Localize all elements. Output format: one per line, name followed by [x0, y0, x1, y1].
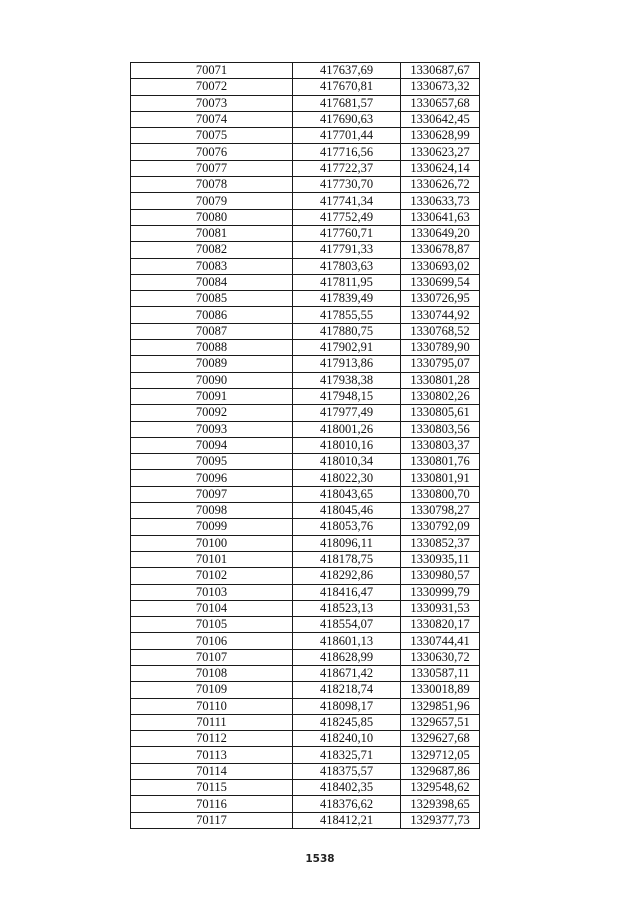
- point-id-cell: 70116: [131, 796, 293, 812]
- x-coordinate-cell: 417722,37: [293, 160, 401, 176]
- x-coordinate-cell: 417760,71: [293, 225, 401, 241]
- point-id-cell: 70087: [131, 323, 293, 339]
- table-row: [131, 258, 480, 274]
- point-id-cell: 70100: [131, 535, 293, 551]
- x-coordinate-cell: 418628,99: [293, 649, 401, 665]
- y-coordinate-cell: 1330980,57: [401, 568, 480, 584]
- point-id-cell: 70106: [131, 633, 293, 649]
- y-coordinate-cell: 1330673,32: [401, 79, 480, 95]
- point-id-cell: 70084: [131, 274, 293, 290]
- table-row: [131, 405, 480, 421]
- y-coordinate-cell: 1329851,96: [401, 698, 480, 714]
- y-coordinate-cell: 1330801,76: [401, 454, 480, 470]
- x-coordinate-cell: 418240,10: [293, 731, 401, 747]
- point-id-cell: 70079: [131, 193, 293, 209]
- y-coordinate-cell: 1330798,27: [401, 503, 480, 519]
- point-id-cell: 70073: [131, 95, 293, 111]
- x-coordinate-cell: 417811,95: [293, 274, 401, 290]
- table-row: [131, 225, 480, 241]
- table-row: [131, 812, 480, 828]
- table-row: [131, 633, 480, 649]
- table-row: [131, 177, 480, 193]
- x-coordinate-cell: 418010,34: [293, 454, 401, 470]
- y-coordinate-cell: 1330641,63: [401, 209, 480, 225]
- y-coordinate-cell: 1330649,20: [401, 225, 480, 241]
- table-row: [131, 649, 480, 665]
- x-coordinate-cell: 418001,26: [293, 421, 401, 437]
- x-coordinate-cell: 418376,62: [293, 796, 401, 812]
- point-id-cell: 70093: [131, 421, 293, 437]
- y-coordinate-cell: 1330801,28: [401, 372, 480, 388]
- x-coordinate-cell: 418671,42: [293, 665, 401, 681]
- table-row: [131, 63, 480, 79]
- table-row: [131, 731, 480, 747]
- table-row: [131, 747, 480, 763]
- y-coordinate-cell: 1330802,26: [401, 388, 480, 404]
- point-id-cell: 70099: [131, 519, 293, 535]
- table-row: [131, 242, 480, 258]
- point-id-cell: 70108: [131, 665, 293, 681]
- x-coordinate-cell: 417938,38: [293, 372, 401, 388]
- table-row: [131, 307, 480, 323]
- table-row: [131, 470, 480, 486]
- table-row: [131, 356, 480, 372]
- table-row: [131, 763, 480, 779]
- point-id-cell: 70103: [131, 584, 293, 600]
- point-id-cell: 70090: [131, 372, 293, 388]
- x-coordinate-cell: 418554,07: [293, 617, 401, 633]
- y-coordinate-cell: 1330795,07: [401, 356, 480, 372]
- y-coordinate-cell: 1329712,05: [401, 747, 480, 763]
- x-coordinate-cell: 417670,81: [293, 79, 401, 95]
- x-coordinate-cell: 417839,49: [293, 291, 401, 307]
- x-coordinate-cell: 417701,44: [293, 128, 401, 144]
- x-coordinate-cell: 418412,21: [293, 812, 401, 828]
- point-id-cell: 70072: [131, 79, 293, 95]
- table-row: [131, 388, 480, 404]
- x-coordinate-cell: 418523,13: [293, 600, 401, 616]
- table-row: [131, 617, 480, 633]
- table-row: [131, 128, 480, 144]
- x-coordinate-cell: 418098,17: [293, 698, 401, 714]
- point-id-cell: 70114: [131, 763, 293, 779]
- point-id-cell: 70076: [131, 144, 293, 160]
- x-coordinate-cell: 417690,63: [293, 111, 401, 127]
- x-coordinate-cell: 418096,11: [293, 535, 401, 551]
- point-id-cell: 70077: [131, 160, 293, 176]
- x-coordinate-cell: 417803,63: [293, 258, 401, 274]
- table-row: [131, 780, 480, 796]
- point-id-cell: 70091: [131, 388, 293, 404]
- table-row: [131, 79, 480, 95]
- point-id-cell: 70080: [131, 209, 293, 225]
- table-row: [131, 600, 480, 616]
- point-id-cell: 70107: [131, 649, 293, 665]
- x-coordinate-cell: 417880,75: [293, 323, 401, 339]
- y-coordinate-cell: 1330678,87: [401, 242, 480, 258]
- page-number: 1538: [305, 853, 335, 865]
- y-coordinate-cell: 1330726,95: [401, 291, 480, 307]
- x-coordinate-cell: 418416,47: [293, 584, 401, 600]
- y-coordinate-cell: 1329687,86: [401, 763, 480, 779]
- y-coordinate-cell: 1330628,99: [401, 128, 480, 144]
- y-coordinate-cell: 1329657,51: [401, 714, 480, 730]
- point-id-cell: 70075: [131, 128, 293, 144]
- table-row: [131, 95, 480, 111]
- point-id-cell: 70113: [131, 747, 293, 763]
- x-coordinate-cell: 417716,56: [293, 144, 401, 160]
- x-coordinate-cell: 418022,30: [293, 470, 401, 486]
- point-id-cell: 70092: [131, 405, 293, 421]
- point-id-cell: 70094: [131, 437, 293, 453]
- point-id-cell: 70109: [131, 682, 293, 698]
- point-id-cell: 70097: [131, 486, 293, 502]
- x-coordinate-cell: 417855,55: [293, 307, 401, 323]
- point-id-cell: 70078: [131, 177, 293, 193]
- point-id-cell: 70101: [131, 551, 293, 567]
- y-coordinate-cell: 1330018,89: [401, 682, 480, 698]
- table-row: [131, 193, 480, 209]
- table-row: [131, 698, 480, 714]
- table-row: [131, 503, 480, 519]
- x-coordinate-cell: 417791,33: [293, 242, 401, 258]
- coordinates-table: [130, 62, 480, 829]
- y-coordinate-cell: 1330803,37: [401, 437, 480, 453]
- point-id-cell: 70117: [131, 812, 293, 828]
- y-coordinate-cell: 1330587,11: [401, 665, 480, 681]
- y-coordinate-cell: 1329627,68: [401, 731, 480, 747]
- x-coordinate-cell: 417752,49: [293, 209, 401, 225]
- table-row: [131, 340, 480, 356]
- y-coordinate-cell: 1329548,62: [401, 780, 480, 796]
- point-id-cell: 70074: [131, 111, 293, 127]
- table-row: [131, 291, 480, 307]
- point-id-cell: 70071: [131, 63, 293, 79]
- y-coordinate-cell: 1330935,11: [401, 551, 480, 567]
- y-coordinate-cell: 1330803,56: [401, 421, 480, 437]
- table-row: [131, 437, 480, 453]
- y-coordinate-cell: 1330623,27: [401, 144, 480, 160]
- y-coordinate-cell: 1330800,70: [401, 486, 480, 502]
- x-coordinate-cell: 417902,91: [293, 340, 401, 356]
- point-id-cell: 70083: [131, 258, 293, 274]
- x-coordinate-cell: 418178,75: [293, 551, 401, 567]
- table-row: [131, 454, 480, 470]
- y-coordinate-cell: 1330789,90: [401, 340, 480, 356]
- y-coordinate-cell: 1330852,37: [401, 535, 480, 551]
- point-id-cell: 70111: [131, 714, 293, 730]
- table-row: [131, 584, 480, 600]
- point-id-cell: 70104: [131, 600, 293, 616]
- x-coordinate-cell: 418402,35: [293, 780, 401, 796]
- y-coordinate-cell: 1330801,91: [401, 470, 480, 486]
- x-coordinate-cell: 418218,74: [293, 682, 401, 698]
- y-coordinate-cell: 1330805,61: [401, 405, 480, 421]
- y-coordinate-cell: 1330657,68: [401, 95, 480, 111]
- table-row: [131, 160, 480, 176]
- point-id-cell: 70081: [131, 225, 293, 241]
- point-id-cell: 70098: [131, 503, 293, 519]
- table-row: [131, 519, 480, 535]
- point-id-cell: 70085: [131, 291, 293, 307]
- point-id-cell: 70095: [131, 454, 293, 470]
- table-row: [131, 535, 480, 551]
- y-coordinate-cell: 1330931,53: [401, 600, 480, 616]
- x-coordinate-cell: 417681,57: [293, 95, 401, 111]
- table-row: [131, 372, 480, 388]
- y-coordinate-cell: 1330642,45: [401, 111, 480, 127]
- x-coordinate-cell: 417637,69: [293, 63, 401, 79]
- x-coordinate-cell: 418053,76: [293, 519, 401, 535]
- table-row: [131, 796, 480, 812]
- table-row: [131, 551, 480, 567]
- y-coordinate-cell: 1330630,72: [401, 649, 480, 665]
- x-coordinate-cell: 418010,16: [293, 437, 401, 453]
- table-row: [131, 714, 480, 730]
- table-row: [131, 111, 480, 127]
- y-coordinate-cell: 1330999,79: [401, 584, 480, 600]
- y-coordinate-cell: 1330633,73: [401, 193, 480, 209]
- y-coordinate-cell: 1330792,09: [401, 519, 480, 535]
- y-coordinate-cell: 1330744,92: [401, 307, 480, 323]
- table-row: [131, 682, 480, 698]
- y-coordinate-cell: 1330693,02: [401, 258, 480, 274]
- x-coordinate-cell: 418601,13: [293, 633, 401, 649]
- point-id-cell: 70102: [131, 568, 293, 584]
- table-row: [131, 209, 480, 225]
- x-coordinate-cell: 418292,86: [293, 568, 401, 584]
- point-id-cell: 70082: [131, 242, 293, 258]
- x-coordinate-cell: 417730,70: [293, 177, 401, 193]
- point-id-cell: 70112: [131, 731, 293, 747]
- x-coordinate-cell: 417948,15: [293, 388, 401, 404]
- x-coordinate-cell: 418045,46: [293, 503, 401, 519]
- y-coordinate-cell: 1329377,73: [401, 812, 480, 828]
- y-coordinate-cell: 1329398,65: [401, 796, 480, 812]
- table-row: [131, 323, 480, 339]
- point-id-cell: 70115: [131, 780, 293, 796]
- y-coordinate-cell: 1330699,54: [401, 274, 480, 290]
- table-row: [131, 486, 480, 502]
- y-coordinate-cell: 1330820,17: [401, 617, 480, 633]
- x-coordinate-cell: 418375,57: [293, 763, 401, 779]
- x-coordinate-cell: 417913,86: [293, 356, 401, 372]
- point-id-cell: 70086: [131, 307, 293, 323]
- point-id-cell: 70089: [131, 356, 293, 372]
- point-id-cell: 70088: [131, 340, 293, 356]
- x-coordinate-cell: 417977,49: [293, 405, 401, 421]
- point-id-cell: 70110: [131, 698, 293, 714]
- coordinates-table-body: [131, 63, 480, 829]
- table-row: [131, 274, 480, 290]
- table-row: [131, 665, 480, 681]
- y-coordinate-cell: 1330626,72: [401, 177, 480, 193]
- x-coordinate-cell: 418043,65: [293, 486, 401, 502]
- y-coordinate-cell: 1330744,41: [401, 633, 480, 649]
- table-row: [131, 421, 480, 437]
- point-id-cell: 70105: [131, 617, 293, 633]
- x-coordinate-cell: 418245,85: [293, 714, 401, 730]
- table-row: [131, 144, 480, 160]
- x-coordinate-cell: 417741,34: [293, 193, 401, 209]
- y-coordinate-cell: 1330624,14: [401, 160, 480, 176]
- table-row: [131, 568, 480, 584]
- point-id-cell: 70096: [131, 470, 293, 486]
- y-coordinate-cell: 1330768,52: [401, 323, 480, 339]
- x-coordinate-cell: 418325,71: [293, 747, 401, 763]
- y-coordinate-cell: 1330687,67: [401, 63, 480, 79]
